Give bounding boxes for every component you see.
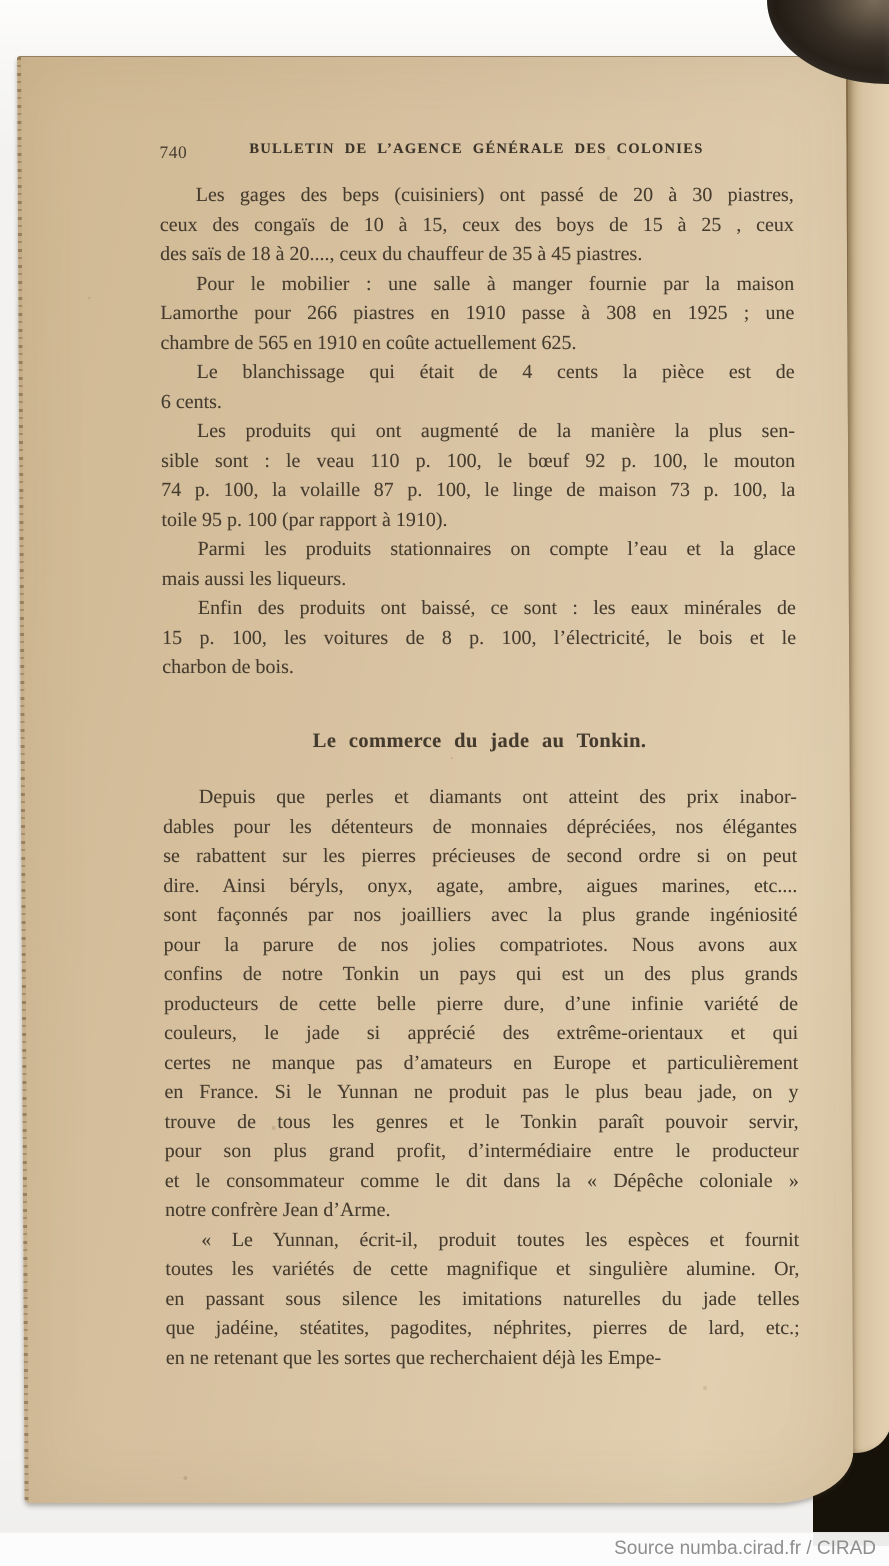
text-line: toile 95 p. 100 (par rapport à 1910). — [161, 508, 448, 531]
text-line: des saïs de 18 à 20...., ceux du chauffeur de 35 à 45 piastres. — [159, 243, 643, 265]
paragraph-block-2 — [163, 783, 800, 1373]
paragraph — [160, 270, 794, 359]
paragraph — [162, 594, 796, 683]
text-line: charbon de bois. — [162, 656, 294, 678]
text-line: 15 p. 100, les voitures de 8 p. 100, l’électricité, le bois et le — [161, 626, 797, 649]
text-line: 74 p. 100, la volaille 87 p. 100, le linge de maison 73 p. 100, la — [161, 479, 796, 501]
page-number: 740 — [159, 142, 188, 162]
paper-blemishes — [88, 297, 90, 299]
text-line: Lamorthe pour 266 piastres en 1910 passe à 308 en 1925 ; une — [160, 302, 795, 324]
paragraph — [160, 181, 794, 270]
text-line: Les produits qui ont augmenté de la manière la plus sen- — [196, 420, 796, 442]
text-line: se rabattent sur les pierres précieuses de second ordre si on peut — [163, 845, 798, 867]
text-line: ceux des congaïs de 10 à 15, ceux des boys de 15 à 25 , ceux — [159, 213, 794, 236]
text-line: toutes les variétés de cette magnifique et singulière alumine. Or, — [165, 1258, 800, 1280]
text-line: et le consommateur comme le dit dans la « Dépêche coloniale » — [164, 1169, 799, 1192]
text-line: en passant sous silence les imitations naturelles du jade telles — [165, 1287, 800, 1310]
paragraph — [163, 783, 799, 1226]
paragraph — [165, 1226, 800, 1374]
text-line: confins de notre Tonkin un pays qui est un des plus grands — [163, 963, 798, 985]
text-line: que jadéine, stéatites, pagodites, néphrites, pierres de lard, etc.; — [165, 1317, 800, 1339]
text-line: mais aussi les liqueurs. — [161, 567, 347, 590]
text-line: certes ne manque pas d’amateurs en Europe et particulièrement — [164, 1051, 799, 1074]
paragraph-block-1 — [160, 181, 797, 683]
watermark-bar — [0, 1532, 889, 1566]
paragraph — [162, 535, 796, 594]
page-deckle-edge — [17, 57, 29, 1503]
text-line: sont façonnés par nos joailliers avec la plus grande ingéniosité — [163, 904, 798, 926]
text-line: Les gages des beps (cuisiniers) ont passé de 20 à 30 piastres, — [195, 184, 794, 206]
text-line: trouve de tous les genres et le Tonkin paraît pouvoir servir, — [164, 1110, 799, 1133]
text-line: Le blanchissage qui était de 4 cents la pièce est de — [196, 361, 795, 383]
text-line: Enfin des produits ont baissé, ce sont : les eaux minérales de — [197, 597, 796, 619]
book-page — [17, 56, 854, 1503]
section-heading: Le commerce du jade au Tonkin. — [312, 729, 647, 752]
text-line: dire. Ainsi béryls, onyx, agate, ambre, aigues marines, etc.... — [163, 874, 798, 897]
text-line: chambre de 565 en 1910 en coûte actuellement 625. — [160, 331, 577, 354]
text-line: 6 cents. — [160, 390, 222, 413]
text-line: notre confrère Jean d’Arme. — [164, 1199, 391, 1221]
text-line: couleurs, le jade si apprécié des extrême-orientaux et qui — [164, 1022, 799, 1044]
text-line: Parmi les produits stationnaires on compte l’eau et la glace — [197, 538, 796, 560]
text-line: en ne retenant que les sortes que recherchaient déjà les Empe- — [165, 1346, 662, 1369]
text-line: dables pour les détenteurs de monnaies dépréciées, nos élégantes — [162, 815, 798, 838]
text-line: pour son plus grand profit, d’intermédiaire entre le producteur — [164, 1140, 799, 1162]
paragraph — [161, 417, 796, 535]
text-line: sible sont : le veau 110 p. 100, le bœuf 92 p. 100, le mouton — [161, 449, 796, 472]
text-column — [160, 181, 800, 1373]
header-title: BULLETIN DE L’AGENCE GÉNÉRALE DES COLONIES — [249, 141, 704, 157]
text-line: pour la parure de nos jolies compatriotes. Nous avons aux — [163, 933, 798, 956]
text-line: Pour le mobilier : une salle à manger fournie par la maison — [196, 272, 795, 295]
page-header — [159, 141, 793, 165]
text-line: en France. Si le Yunnan ne produit pas le plus beau jade, on y — [164, 1081, 799, 1103]
text-line: Depuis que perles et diamants ont atteint des prix inabor- — [198, 786, 797, 808]
text-line: producteurs de cette belle pierre dure, d’une infinie variété de — [163, 992, 799, 1015]
paragraph — [161, 358, 795, 417]
text-line: « Le Yunnan, écrit-il, produit toutes les espèces et fournit — [201, 1228, 800, 1251]
watermark-text: Source numba.cirad.fr / CIRAD — [614, 1538, 876, 1559]
